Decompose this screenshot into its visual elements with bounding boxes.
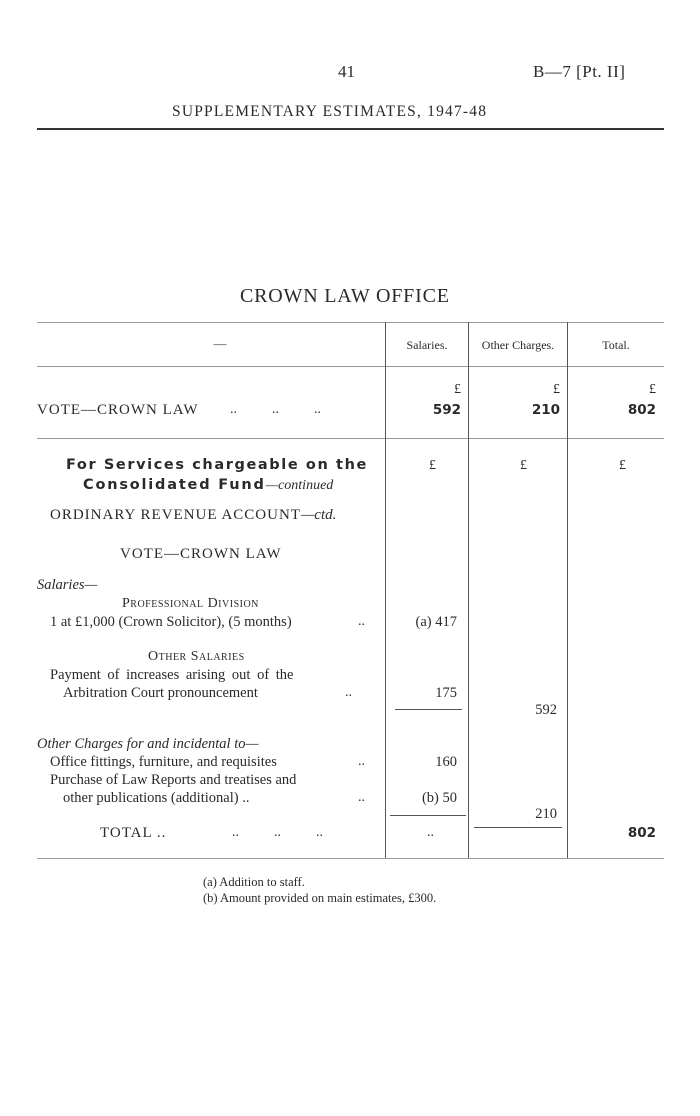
currency-other-charges: £	[553, 382, 560, 397]
salaries-subtotal-rule	[395, 709, 462, 710]
total-value: 802	[627, 825, 656, 841]
currency-total: £	[649, 382, 656, 397]
services-heading-fund: Consolidated Fund	[83, 477, 266, 493]
professional-division-heading: Professional Division	[122, 596, 259, 611]
other-charges-subtotal-rule-other	[474, 827, 562, 828]
other-charges-item2-line1: Purchase of Law Reports and treatises and	[50, 772, 297, 788]
vote-row-total: 802	[627, 402, 656, 418]
services-heading-line2	[83, 477, 333, 494]
column-header-total: Total.	[602, 338, 630, 352]
other-charges-subtotal-rule-salaries	[390, 815, 466, 816]
other-salaries-heading: Other Salaries	[148, 649, 245, 664]
currency-salaries-detail: £	[429, 458, 436, 473]
vote-row-leader: .. .. ..	[230, 402, 321, 417]
vote-row-bottom-rule	[37, 438, 664, 439]
other-charges-item1-value: 160	[435, 754, 457, 770]
footnote-a: (a) Addition to staff.	[203, 875, 305, 889]
other-salaries-leader: ..	[345, 685, 352, 700]
services-heading-continued: —continued	[265, 478, 334, 493]
column-header-other-charges: Other Charges.	[481, 338, 555, 352]
salaries-heading: Salaries—	[37, 577, 98, 593]
other-charges-subtotal: 210	[535, 806, 557, 822]
other-salaries-value: 175	[435, 685, 457, 701]
account-suffix: —ctd.	[300, 507, 337, 523]
table-bottom-rule	[37, 858, 664, 859]
other-charges-item2-line2: other publications (additional) ..	[63, 790, 250, 806]
professional-item: 1 at £1,000 (Crown Solicitor), (5 months)	[50, 614, 292, 630]
header-bottom-rule	[37, 366, 664, 367]
other-charges-item2-value: (b) 50	[421, 790, 457, 806]
page-reference: B—7 [Pt. II]	[533, 62, 626, 81]
vote-row-label: VOTE—CROWN LAW	[37, 402, 199, 418]
column-header-description: —	[213, 336, 227, 351]
section-title: CROWN LAW OFFICE	[240, 285, 450, 307]
vote-row-other-charges: 210	[531, 402, 560, 418]
total-salaries: ..	[427, 825, 434, 840]
header-rule	[37, 128, 664, 130]
professional-leader: ..	[358, 614, 365, 629]
other-charges-item1-leader: ..	[358, 754, 365, 769]
currency-total-detail: £	[619, 458, 626, 473]
other-salaries-line2: Arbitration Court pronouncement	[63, 685, 258, 701]
total-leader: .. .. ..	[232, 825, 323, 840]
vote-heading: VOTE—CROWN LAW	[120, 546, 282, 562]
page-number: 41	[338, 62, 355, 81]
account-label: ORDINARY REVENUE ACCOUNT	[50, 507, 301, 523]
currency-salaries: £	[454, 382, 461, 397]
vote-row-salaries: 592	[432, 402, 461, 418]
other-salaries-line1: Payment of increases arising out of the	[50, 667, 294, 683]
footnote-b: (b) Amount provided on main estimates, £300.	[203, 891, 437, 905]
services-heading-line1: For Services chargeable on the	[66, 457, 368, 473]
table-top-rule	[37, 322, 664, 323]
other-charges-item1: Office fittings, furniture, and requisites	[50, 754, 277, 770]
professional-value: (a) 417	[415, 614, 457, 630]
column-header-salaries: Salaries.	[406, 338, 448, 352]
other-charges-heading: Other Charges for and incidental to—	[37, 736, 259, 752]
running-title: SUPPLEMENTARY ESTIMATES, 1947-48	[172, 103, 488, 120]
total-label: TOTAL ..	[100, 825, 167, 841]
currency-other-charges-detail: £	[520, 458, 527, 473]
salaries-subtotal: 592	[535, 702, 557, 718]
account-heading	[50, 507, 336, 524]
other-charges-item2-leader: ..	[358, 790, 365, 805]
